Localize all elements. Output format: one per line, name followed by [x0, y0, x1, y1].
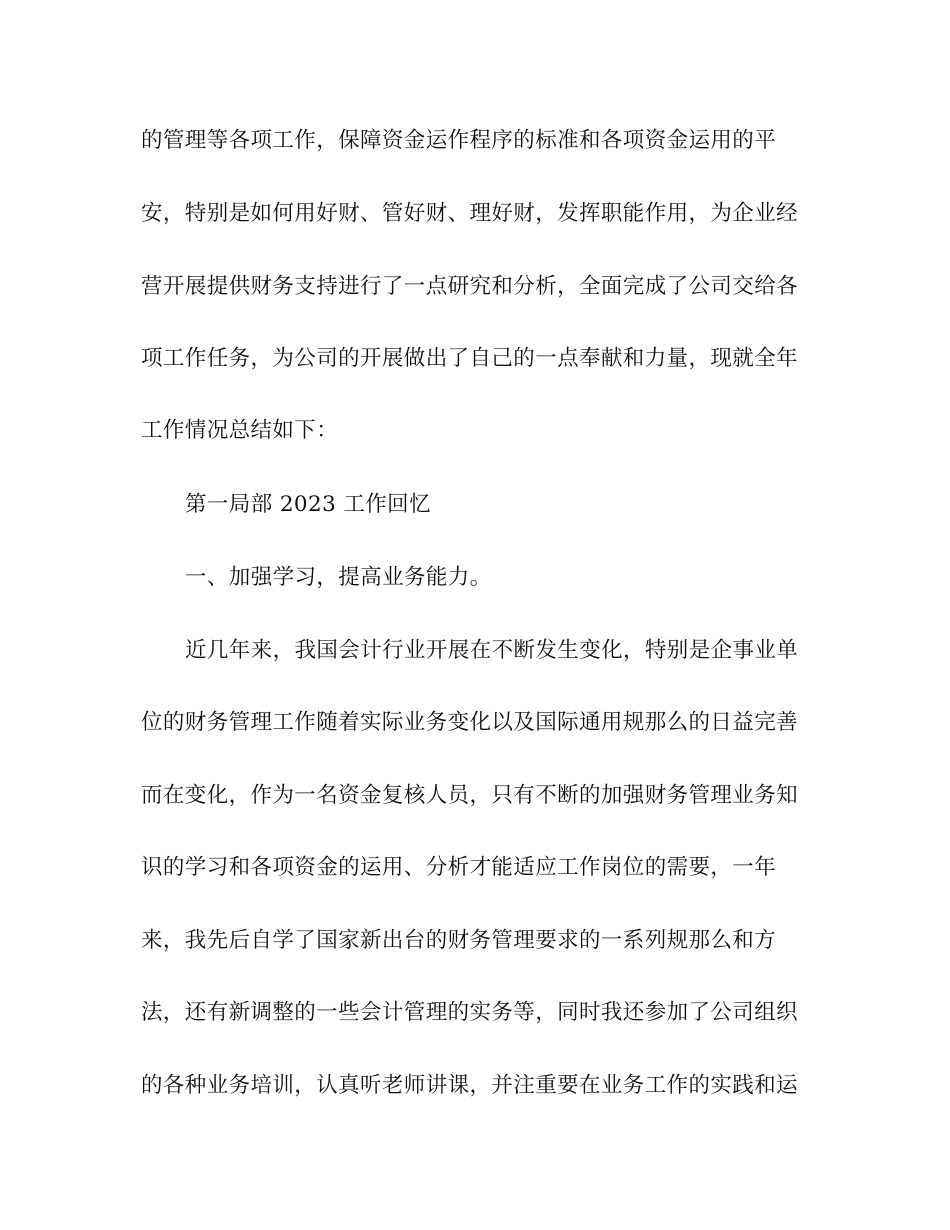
- paragraph-line: 识的学习和各项资金的运用、分析才能适应工作岗位的需要，一年: [141, 855, 777, 880]
- paragraph-line: 的各种业务培训，认真听老师讲课，并注重要在业务工作的实践和运: [141, 1073, 799, 1098]
- paragraph-line: 来，我先后自学了国家新出台的财务管理要求的一系列规那么和方: [141, 928, 777, 953]
- paragraph-line: 法，还有新调整的一些会计管理的实务等，同时我还参加了公司组织: [141, 1000, 799, 1025]
- text-line: 工作情况总结如下：: [141, 418, 339, 443]
- paragraph-line: 位的财务管理工作随着实际业务变化以及国际通用规那么的日益完善: [141, 710, 799, 735]
- text-line: 的管理等各项工作，保障资金运作程序的标准和各项资金运用的平: [141, 128, 777, 153]
- paragraph-line: 近几年来，我国会计行业开展在不断发生变化，特别是企事业单: [185, 638, 799, 663]
- paragraph-line: 而在变化，作为一名资金复核人员，只有不断的加强财务管理业务知: [141, 783, 799, 808]
- text-line: 安，特别是如何用好财、管好财、理好财，发挥职能作用，为企业经: [141, 201, 799, 226]
- subheading: 一、加强学习，提高业务能力。: [185, 565, 492, 590]
- section-heading: 第一局部 2023 工作回忆: [185, 492, 431, 517]
- text-line: 营开展提供财务支持进行了一点研究和分析，全面完成了公司交给各: [141, 274, 799, 299]
- text-line: 项工作任务，为公司的开展做出了自己的一点奉献和力量，现就全年: [141, 346, 799, 371]
